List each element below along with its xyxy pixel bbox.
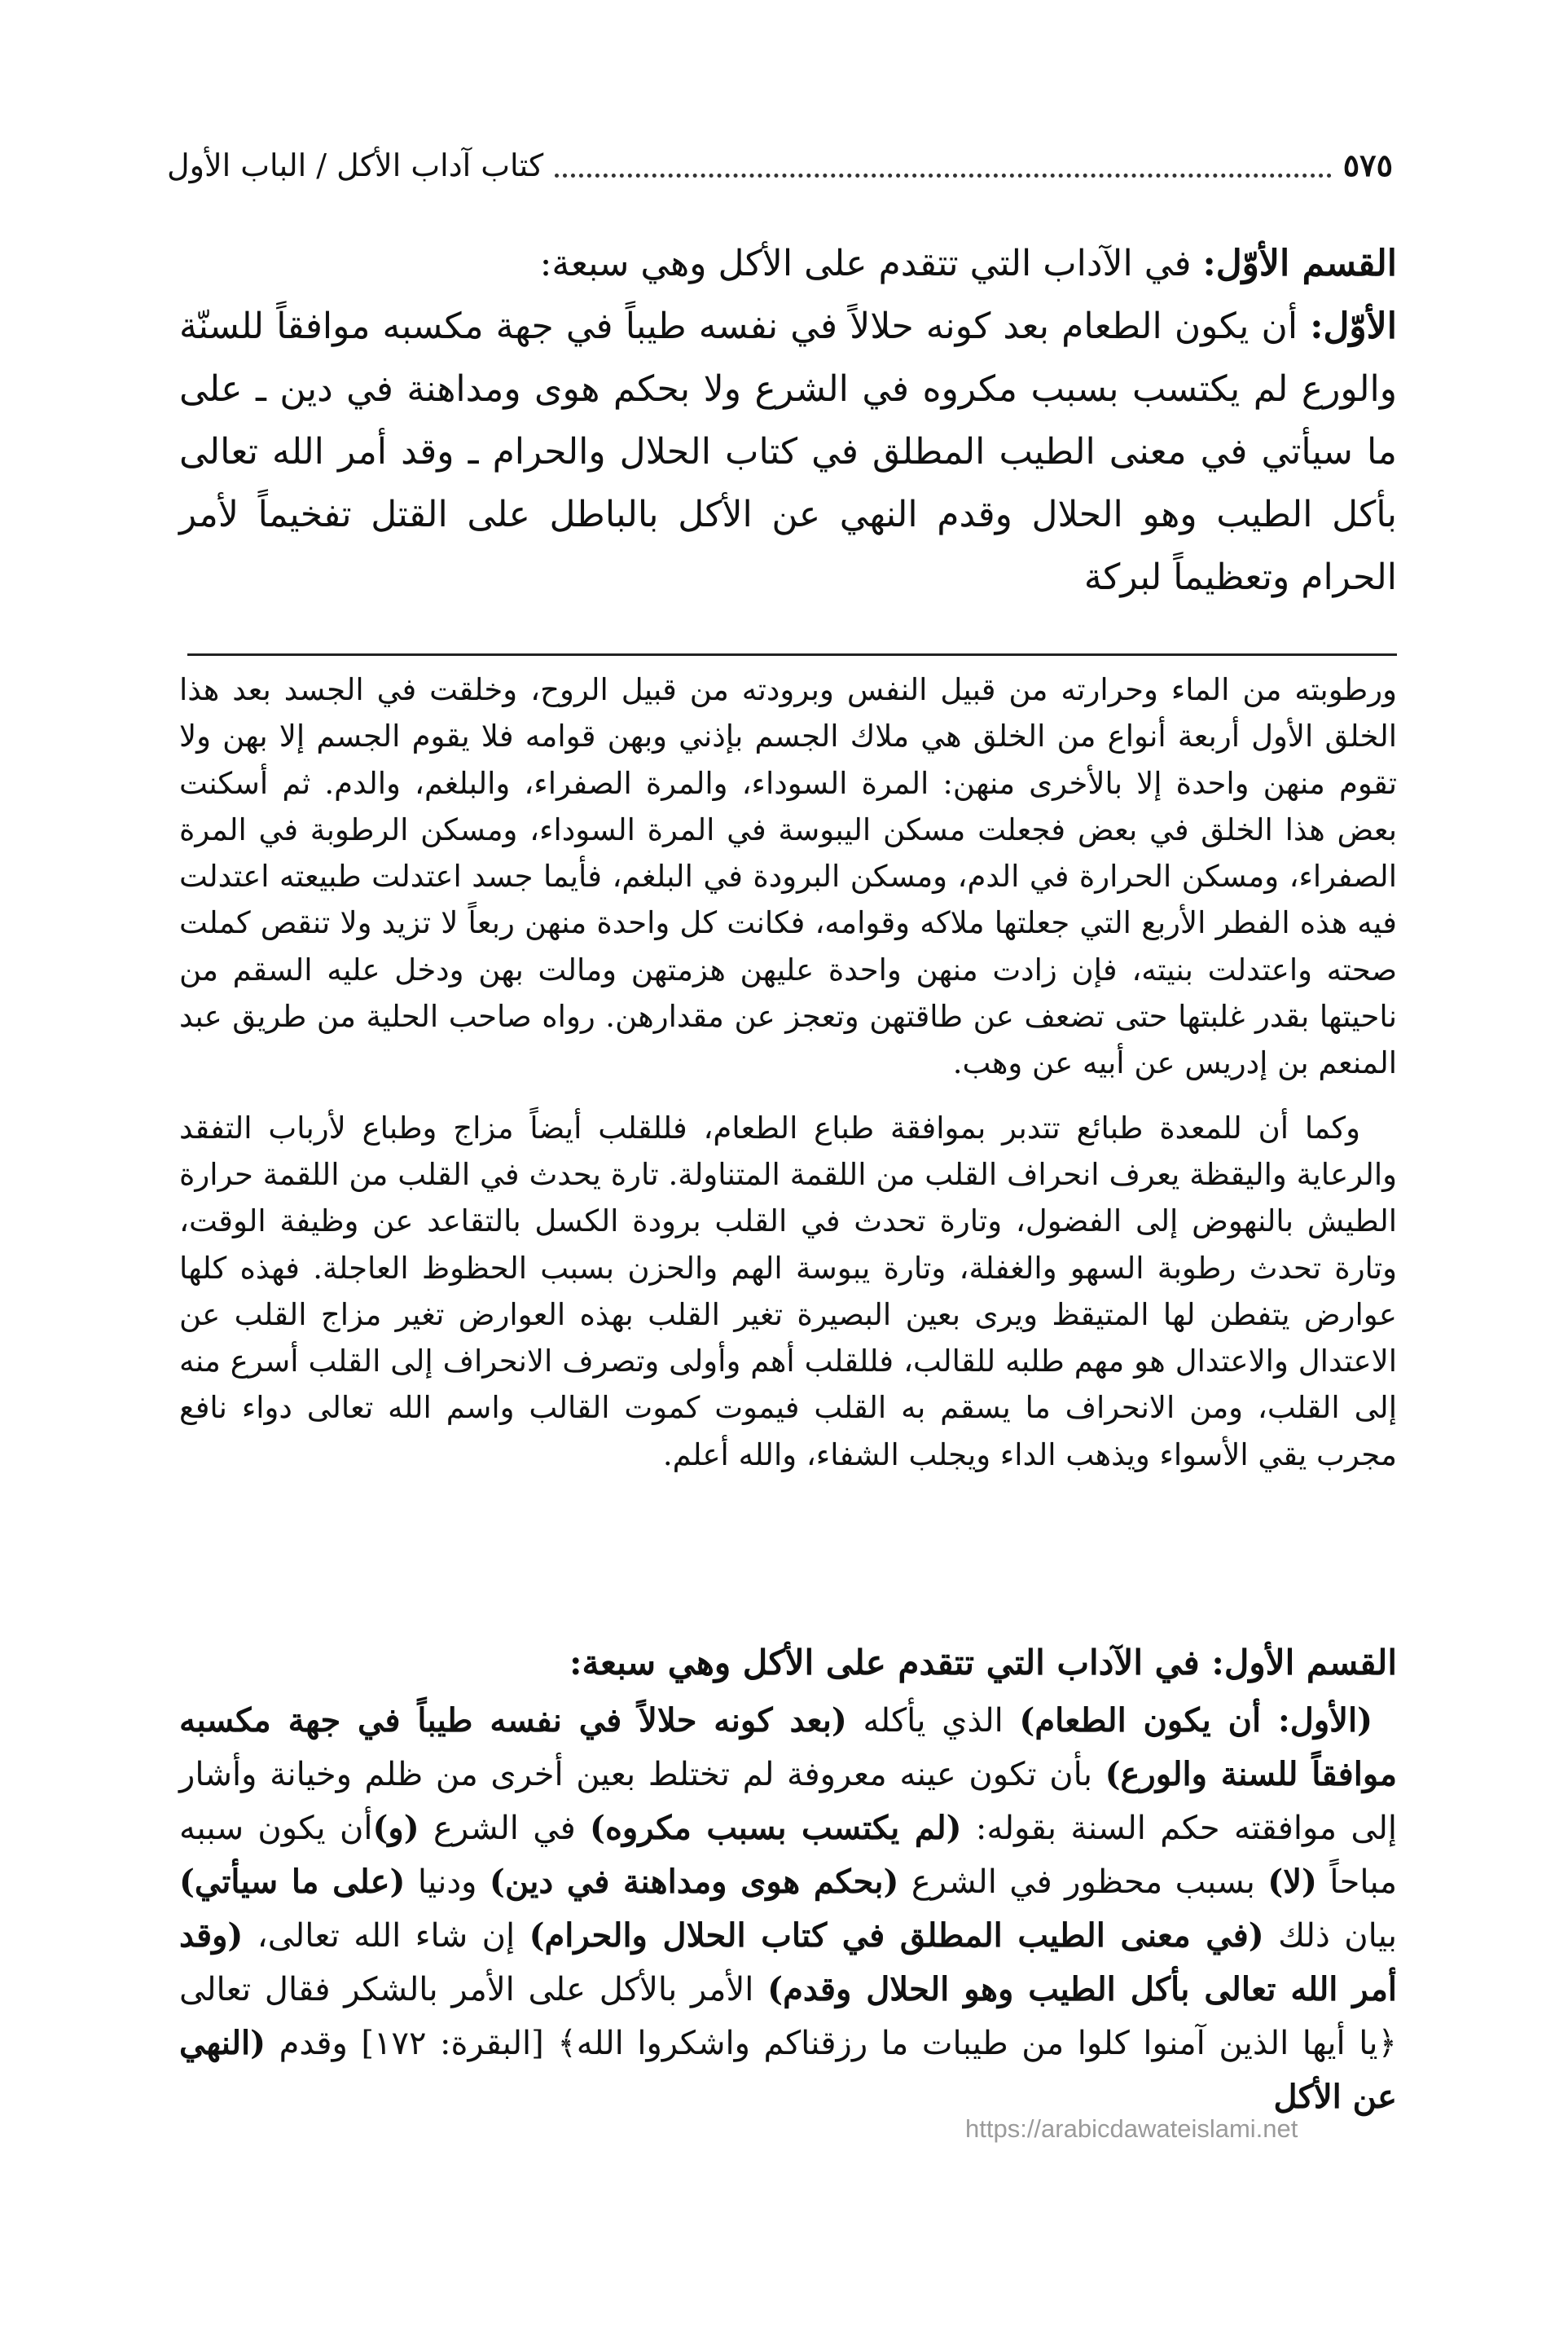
quoted-matn: (الأول: أن يكون الطعام) [1019,1701,1373,1740]
commentary-span: بأن تكون عينه معروفة لم تختلط بعين أخرى من ظلم وخيانة وأشار إلى موافقته حكم السنة بقوله: [179,1756,1397,1847]
running-header [167,130,1393,187]
matn-heading-text: في الآداب التي تتقدم على الأكل وهي سبعة: [539,243,1203,284]
commentary-span: ودنيا [405,1863,490,1901]
quoted-matn: (لا) [1267,1863,1317,1901]
matn-text [179,232,1397,609]
commentary-span: إن شاء الله تعالى، [243,1917,529,1955]
quoted-matn: (و) [372,1809,419,1847]
header-title: كتاب آداب الأكل / الباب الأول [167,147,544,183]
matn-heading [179,232,1397,295]
footnote-paragraph-1: ورطوبته من الماء وحرارته من قبيل النفس وبرودته من قبيل الروح، وخلقت في الجسد بعد هذا الخلق الأول أربعة أنواع من الخلق هي ملاك الجسم بإذني وبهن قوامه فلا يقوم الجسم إلا بهن ولا تقوم منهن واحدة إلا بالأخرى منهن: المرة السوداء، والمرة الصفراء، والبلغم، والدم. ثم أسكنت بعض هذا الخلق في بعض فجعلت مسكن اليبوسة في المرة السوداء، ومسكن الرطوبة في المرة الصفراء، ومسكن الحرارة في الدم، ومسكن البرودة في البلغم، فأيما جسد اعتدلت طبيعته اعتدلت فيه هذه الفطر الأربع التي جعلتها ملاكه وقوامه، فكانت كل واحدة منهن ربعاً لا تزيد ولا تنقص كملت صحته واعتدلت بنيته، فإن زادت منهن واحدة عليهن هزمتهن ومالت بهن ودخل عليه السقم من ناحيتها بقدر غلبتها حتى تضعف عن طاقتهن وتعجز عن مقدارهن. رواه صاحب الحلية من طريق عبد المنعم بن إدريس عن أبيه عن وهب. [179,672,1397,1081]
page-number: ٥٧٥ [1342,147,1393,183]
matn-first-text: أن يكون الطعام بعد كونه حلالاً في نفسه طيباً في جهة مكسبه موافقاً للسنّة والورع لم يكتسب بسبب مكروه في الشرع ولا بحكم هوى ومداهنة في دين ـ على ما سيأتي في معنى الطيب المطلق في كتاب الحلال والحرام ـ وقد أمر الله تعالى بأكل الطيب وهو الحلال وقدم النهي عن الأكل بالباطل على القتل تفخيماً لأمر الحرام وتعظيماً لبركة [179,306,1397,598]
quoted-matn: (لم يكتسب بسبب مكروه) [590,1809,962,1847]
footnote-separator [187,653,1397,656]
commentary-span: الذي يأكله [846,1702,1020,1740]
commentary-span: بسبب محظور في الشرع [898,1863,1268,1901]
quoted-matn: (النهي عن الأكل [179,2024,1397,2116]
commentary-span: في الشرع [419,1810,591,1847]
quoted-matn: (بعد كونه حلالاً في نفسه طيباً في جهة مكسبه موافقاً للسنة والورع) [179,1701,1397,1793]
header-dot-leader [555,174,1332,178]
footnote-text [179,666,1397,1478]
quoted-matn: (في معنى الطيب المطلق في كتاب الحلال والحرام) [529,1916,1264,1955]
watermark-url: https://arabicdawateislami.net [965,2114,1298,2143]
quoted-matn: (بحكم هوى ومداهنة في دين) [489,1863,899,1901]
footnote-paragraph-2: وكما أن للمعدة طبائع تتدبر بموافقة طباع الطعام، فللقلب أيضاً مزاج وطباع لأرباب التفقد والرعاية واليقظة يعرف انحراف القلب من اللقمة المتناولة. تارة يحدث في القلب من اللقمة حرارة الطيش بالنهوض إلى الفضول، وتارة تحدث في القلب برودة الكسل بالتقاعد عن وظيفة الوقت، وتارة تحدث رطوبة السهو والغفلة، وتارة يبوسة الهم والحزن بسبب الحظوظ العاجلة. فهذه كلها عوارض يتفطن لها المتيقظ ويرى بعين البصيرة تغير القلب بهذه العوارض تغير مزاج القلب عن الاعتدال والاعتدال هو مهم طلبه للقالب، فللقلب أهم وأولى وتصرف الانحراف إلى القلب أسرع منه إلى القلب، ومن الانحراف ما يسقم به القلب فيموت كموت القالب واسم الله تعالى دواء نافع مجرب يقي الأسواء ويذهب الداء ويجلب الشفاء، والله أعلم. [179,1110,1397,1472]
commentary-section-heading: القسم الأول: في الآداب التي تتقدم على الأكل وهي سبعة: [569,1643,1397,1683]
matn-paragraph [179,295,1397,609]
matn-first-label: الأوّل: [1310,306,1397,347]
commentary-span: بيان ذلك [1263,1917,1397,1955]
quoted-matn: (على ما سيأتي) [179,1863,406,1901]
matn-heading-label: القسم الأوّل: [1202,243,1397,284]
quoted-matn: (وقد أمر الله تعالى بأكل الطيب وهو الحلال وقدم) [179,1916,1397,2008]
commentary-span: أن يكون سببه مباحاً [179,1810,1397,1901]
commentary-span: الأمر بالأكل على الأمر بالشكر فقال تعالى ﴿يا أيها الذين آمنوا كلوا من طيبات ما رزقناكم واشكروا الله﴾ [البقرة: ١٧٢] وقدم [179,1971,1397,2062]
commentary-paragraph [179,1694,1397,2124]
commentary-text [179,1636,1397,2124]
